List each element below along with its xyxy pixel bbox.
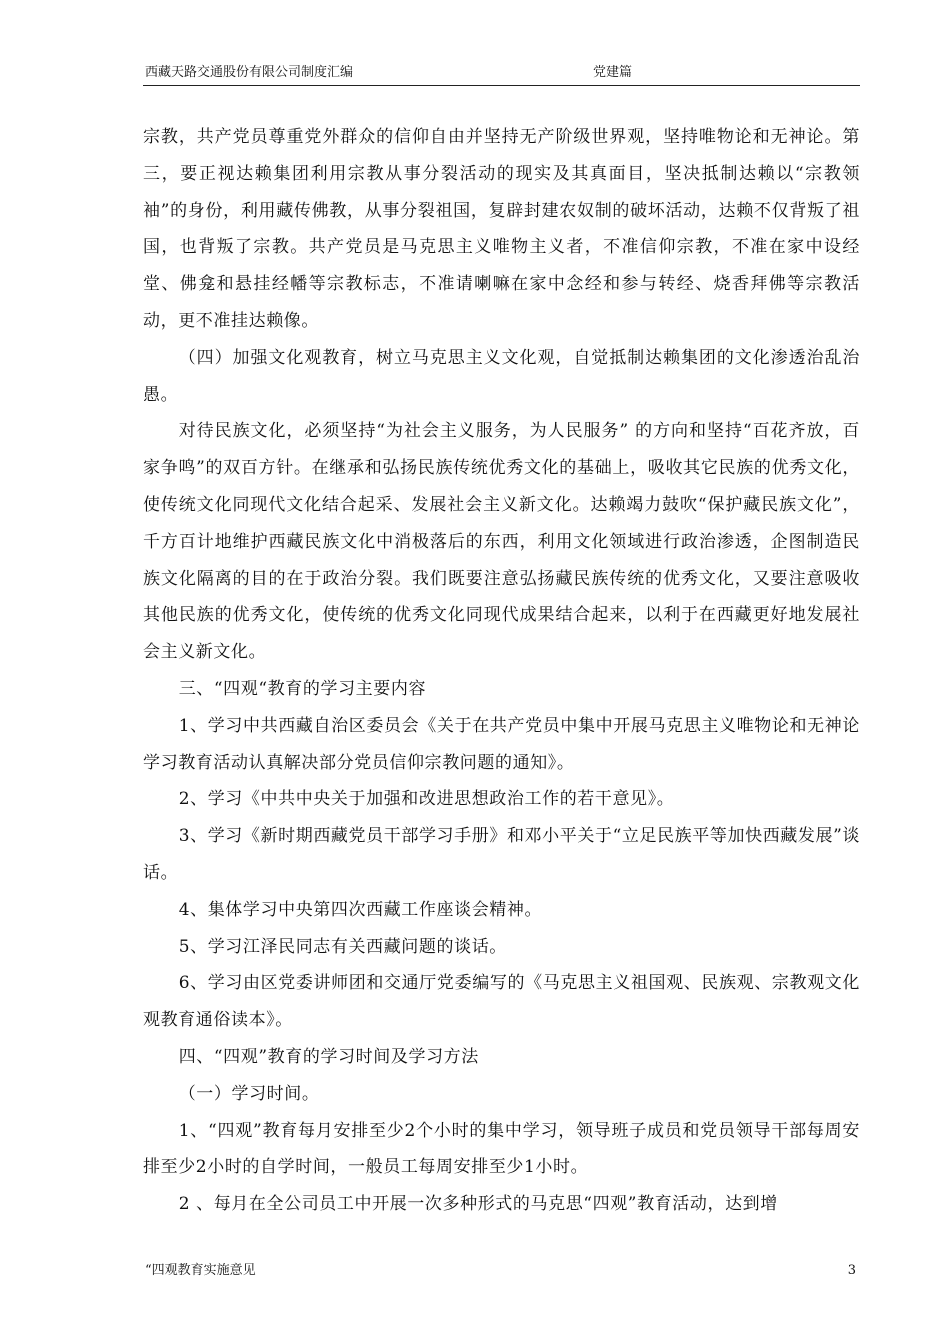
footer-document-title: “四观教育实施意见 [145, 1263, 256, 1278]
study-item-2: 2、学习《中共中央关于加强和改进思想政治工作的若干意见》。 [178, 789, 675, 810]
study-item-1: 1、学习中共西藏自治区委员会《关于在共产党员中集中开展马克思主义唯物论和无神论学习教育活动认真解决部分党员信仰宗教问题的通知》。 [143, 715, 860, 773]
study-item-6: 6、学习由区党委讲师团和交通厅党委编写的《马克思主义祖国观、民族观、宗教观文化观教育通俗读本》。 [143, 973, 860, 1031]
header-company-name: 西藏天路交通股份有限公司制度汇编 [145, 65, 354, 80]
page-number: 3 [847, 1263, 856, 1278]
section-heading-study-content: 三、“四观“教育的学习主要内容 [178, 678, 427, 699]
study-item-4: 4、集体学习中央第四次西藏工作座谈会精神。 [178, 899, 543, 920]
page-footer [143, 1262, 860, 1282]
study-item-5: 5、学习江泽民同志有关西藏问题的谈话。 [178, 936, 507, 957]
study-item-3: 3、学习《新时期西藏党员干部学习手册》和邓小平关于“立足民族平等加快西藏发展”谈话。 [143, 826, 860, 883]
section-heading-study-time: 四、“四观”教育的学习时间及学习方法 [178, 1046, 479, 1067]
header-section-name: 党建篇 [593, 65, 633, 80]
paragraph-section-4-heading: （四）加强文化观教育，树立马克思主义文化观，自觉抵制达赖集团的文化渗透治乱治愚。 [143, 347, 860, 405]
time-item-1: 1、“四观”教育每月安排至少2个小时的集中学习，领导班子成员和党员领导干部每周安排至少2小时的自学时间，一般员工每周安排至少1小时。 [143, 1120, 860, 1178]
paragraph-national-culture: 对待民族文化，必须坚持“为社会主义服务，为人民服务” 的方向和坚持“百花齐放，百家争鸣”的双百方针。在继承和弘扬民族传统优秀文化的基础上，吸收其它民族的优秀文化，使传统文化同现代文化结合起采、发展社会主义新文化。达赖竭力鼓吹“保护藏民族文化”，千方百计地维护西藏民族文化中消极落后的东西，利用文化领域进行政治渗透，企图制造民族文化隔离的目的在于政治分裂。我们既要注意弘扬藏民族传统的优秀文化，又要注意吸收其他民族的优秀文化，使传统的优秀文化同现代成果结合起来，以利于在西藏更好地发展社会主义新文化。 [143, 421, 860, 663]
subheading-study-time: （一）学习时间。 [178, 1083, 320, 1104]
paragraph-religion-continued: 宗教，共产党员尊重党外群众的信仰自由并坚持无产阶级世界观，坚持唯物论和无神论。第三，要正视达赖集团利用宗教从事分裂活动的现实及其真面目，坚决抵制达赖以“宗教领袖”的身份，利用藏传佛教，从事分裂祖国，复辟封建农奴制的破坏活动，达赖不仅背叛了祖国，也背叛了宗教。共产党员是马克思主义唯物主义者，不准信仰宗教，不准在家中设经堂、佛龛和悬挂经幡等宗教标志，不准请喇嘛在家中念经和参与转经、烧香拜佛等宗教活动，更不准挂达赖像。 [143, 127, 860, 331]
time-item-2: 2 、每月在全公司员工中开展一次多种形式的马克思“四观”教育活动，达到增 [178, 1194, 778, 1215]
document-body [143, 119, 860, 1223]
page-header [143, 63, 860, 86]
